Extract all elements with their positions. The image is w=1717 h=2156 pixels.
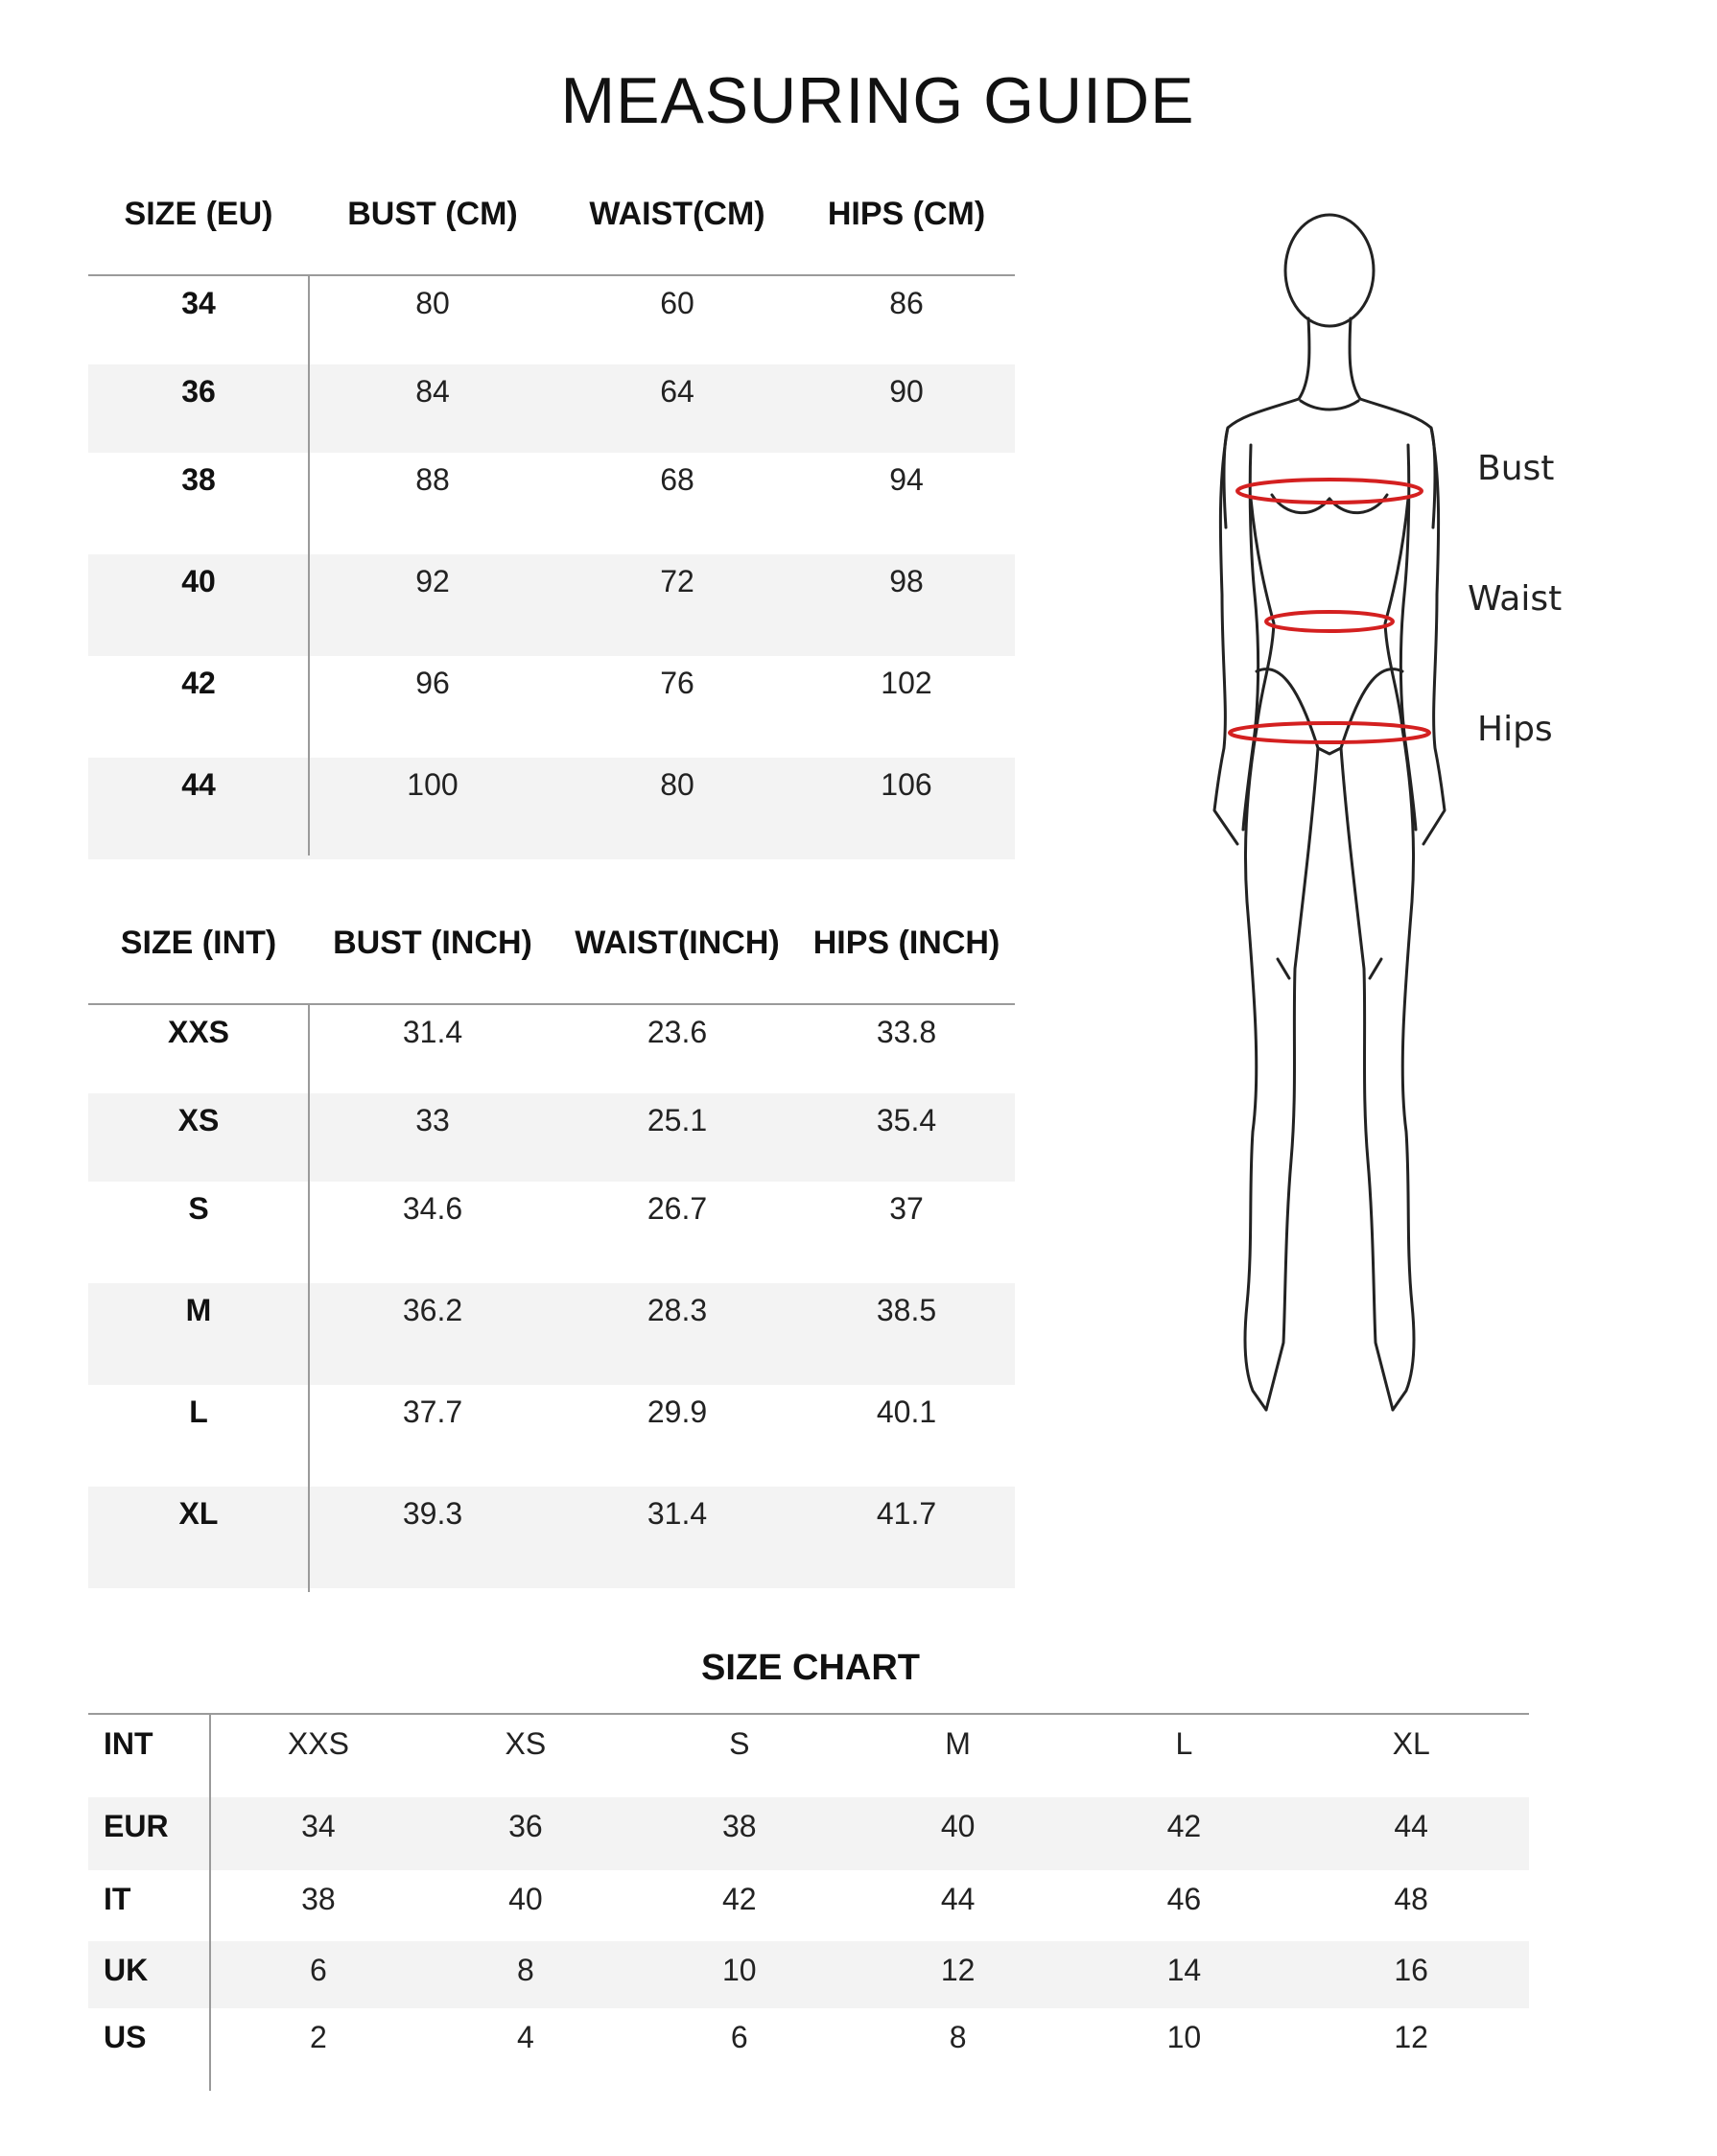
hips-cell: 98 [889, 564, 924, 598]
chart-cell: 8 [949, 2020, 967, 2054]
hips-cell: 102 [881, 666, 932, 700]
waist-cell: 76 [660, 666, 694, 700]
table-row [88, 276, 1015, 364]
table-row [88, 1797, 1529, 1870]
table-row [88, 554, 1015, 656]
size-chart-table [88, 1713, 1529, 2091]
size-cell: 36 [181, 374, 216, 409]
bust-cell: 96 [415, 666, 450, 700]
chart-cell: 10 [1166, 2020, 1202, 2054]
size-cell: XXS [167, 1015, 230, 1049]
waist-cell: 25.1 [647, 1103, 708, 1137]
page-title: MEASURING GUIDE [560, 64, 1195, 137]
hips-cell: 90 [889, 374, 924, 409]
bust-cell: 33 [415, 1103, 450, 1137]
waist-cell: 31.4 [647, 1496, 708, 1531]
size-cell: 34 [181, 286, 216, 320]
hips-cell: 106 [881, 767, 932, 802]
int-header-waist: WAIST(INCH) [575, 924, 780, 961]
eu-header-waist: WAIST(CM) [589, 195, 765, 232]
table-row [88, 1941, 1529, 2008]
waist-cell: 26.7 [647, 1191, 708, 1226]
row-label: EUR [104, 1809, 169, 1843]
chart-cell: 34 [301, 1809, 336, 1843]
int-measurement-table [88, 882, 1015, 1588]
waist-cell: 60 [660, 286, 694, 320]
size-cell: L [189, 1394, 208, 1429]
chart-cell: 40 [940, 1809, 976, 1843]
bust-cell: 36.2 [402, 1293, 463, 1327]
hips-cell: 40.1 [876, 1394, 937, 1429]
table-row [88, 1093, 1015, 1182]
hips-cell: 37 [889, 1191, 924, 1226]
chart-cell: M [945, 1726, 971, 1761]
bust-cell: 37.7 [402, 1394, 463, 1429]
waist-cell: 23.6 [647, 1015, 708, 1049]
table-row [88, 656, 1015, 758]
chart-cell: L [1175, 1726, 1193, 1761]
row-label: US [104, 2020, 147, 2054]
chart-cell: 40 [508, 1882, 543, 1916]
table-divider [308, 276, 310, 855]
bust-cell: 80 [415, 286, 450, 320]
eu-header-size: SIZE (EU) [124, 195, 273, 232]
bust-cell: 88 [415, 462, 450, 497]
chart-cell: 12 [1394, 2020, 1428, 2054]
size-cell: S [188, 1191, 209, 1226]
table-row [88, 364, 1015, 453]
hips-cell: 33.8 [876, 1015, 937, 1049]
chart-cell: XS [505, 1726, 547, 1761]
table-row [88, 1283, 1015, 1385]
eu-header-hips: HIPS (CM) [827, 195, 986, 232]
bust-cell: 34.6 [402, 1191, 463, 1226]
table-row [88, 453, 1015, 554]
chart-cell: 46 [1166, 1882, 1202, 1916]
chart-cell: 16 [1394, 1953, 1428, 1987]
chart-cell: 2 [310, 2020, 327, 2054]
hips-cell: 86 [889, 286, 924, 320]
size-cell: XS [177, 1103, 220, 1137]
body-outline-illustration [1189, 211, 1611, 1525]
bust-label: Bust [1477, 449, 1555, 488]
chart-cell: 42 [721, 1882, 757, 1916]
table-row [88, 758, 1015, 859]
eu-measurement-table [88, 153, 1015, 859]
size-cell: 38 [181, 462, 216, 497]
size-cell: 42 [181, 666, 216, 700]
int-header-bust: BUST (INCH) [333, 924, 532, 961]
size-cell: XL [178, 1496, 219, 1531]
chart-cell: 44 [1394, 1809, 1428, 1843]
chart-cell: 44 [940, 1882, 976, 1916]
body-figure [1189, 211, 1611, 1525]
size-cell: M [185, 1293, 212, 1327]
table-row [88, 1870, 1529, 1941]
waist-cell: 29.9 [647, 1394, 708, 1429]
hips-marker [1230, 723, 1429, 742]
waist-cell: 80 [660, 767, 694, 802]
chart-cell: 12 [940, 1953, 976, 1987]
waist-marker [1266, 612, 1393, 631]
hips-label: Hips [1477, 710, 1553, 749]
int-table-header [88, 882, 1015, 1003]
bust-cell: 39.3 [402, 1496, 463, 1531]
table-row [88, 1182, 1015, 1283]
row-label: INT [104, 1726, 153, 1761]
bust-cell: 100 [407, 767, 459, 802]
chart-cell: XL [1392, 1726, 1430, 1761]
waist-cell: 72 [660, 564, 694, 598]
chart-cell: 8 [516, 1953, 534, 1987]
hips-cell: 41.7 [876, 1496, 937, 1531]
waist-cell: 28.3 [647, 1293, 708, 1327]
chart-cell: 38 [301, 1882, 336, 1916]
row-label: IT [104, 1882, 131, 1916]
chart-cell: 42 [1166, 1809, 1202, 1843]
table-divider [209, 1715, 211, 2091]
waist-label: Waist [1468, 579, 1563, 619]
bust-cell: 31.4 [402, 1015, 463, 1049]
chart-cell: 10 [721, 1953, 757, 1987]
table-row [88, 1487, 1015, 1588]
eu-header-bust: BUST (CM) [347, 195, 518, 232]
size-cell: 40 [181, 564, 216, 598]
row-label: UK [104, 1953, 149, 1987]
waist-cell: 68 [660, 462, 694, 497]
hips-cell: 38.5 [876, 1293, 937, 1327]
chart-cell: 6 [730, 2020, 748, 2054]
size-cell: 44 [181, 767, 216, 802]
waist-cell: 64 [660, 374, 694, 409]
eu-table-header [88, 153, 1015, 274]
bust-cell: 84 [415, 374, 450, 409]
hips-cell: 35.4 [876, 1103, 937, 1137]
chart-cell: S [729, 1726, 750, 1761]
int-header-hips: HIPS (INCH) [812, 924, 1000, 961]
chart-cell: 36 [508, 1809, 543, 1843]
table-row [88, 1005, 1015, 1093]
table-row [88, 1385, 1015, 1487]
hips-cell: 94 [889, 462, 924, 497]
size-chart-title: SIZE CHART [701, 1648, 920, 1688]
table-row [88, 1715, 1529, 1797]
int-header-size: SIZE (INT) [120, 924, 277, 961]
chart-cell: 38 [721, 1809, 757, 1843]
chart-cell: 14 [1166, 1953, 1202, 1987]
chart-cell: 4 [516, 2020, 534, 2054]
chart-cell: 6 [310, 1953, 327, 1987]
chart-cell: XXS [287, 1726, 349, 1761]
chart-cell: 48 [1394, 1882, 1428, 1916]
table-divider [308, 1005, 310, 1592]
bust-cell: 92 [415, 564, 450, 598]
table-row [88, 2008, 1529, 2091]
